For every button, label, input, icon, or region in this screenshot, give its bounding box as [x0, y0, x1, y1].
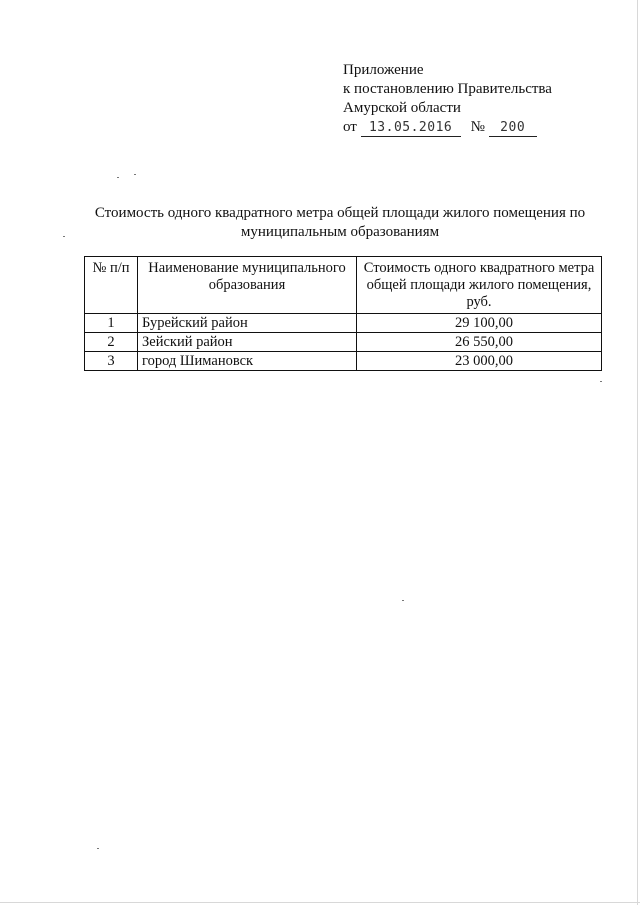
title-line-1: Стоимость одного квадратного метра общей площади жилого помещения по: [94, 205, 586, 221]
row-num: 2: [85, 333, 138, 352]
date-prefix: от: [343, 119, 357, 135]
annex-date-line: [343, 118, 552, 137]
row-num: 1: [85, 314, 138, 333]
row-cost: 29 100,00: [357, 314, 602, 333]
scan-speck: [97, 848, 99, 849]
number-sign: №: [470, 119, 485, 135]
annex-line-1: Приложение: [343, 62, 424, 78]
row-name: Бурейский район: [138, 314, 357, 333]
header-cost: Стоимость одного квадратного метра общей площади жилого помещения, руб.: [357, 257, 602, 314]
scan-speck: [600, 381, 602, 382]
row-name: город Шимановск: [138, 352, 357, 371]
number-field: 200: [489, 119, 537, 137]
table-row: [85, 333, 602, 352]
date-field: 13.05.2016: [361, 119, 461, 137]
page-edge-bottom: [0, 902, 640, 903]
table-row: [85, 314, 602, 333]
document-title: [60, 204, 620, 242]
row-cost: 26 550,00: [357, 333, 602, 352]
page-edge-right: [637, 0, 638, 905]
title-line-2: муниципальным образованиям: [240, 224, 440, 240]
header-num: № п/п: [85, 257, 138, 314]
scan-speck: [402, 600, 404, 601]
scan-speck: [134, 174, 136, 175]
scan-speck: [117, 177, 119, 178]
annex-header: [343, 61, 552, 137]
annex-line-2: к постановлению Правительства: [343, 81, 552, 97]
cost-table: [84, 256, 602, 371]
row-num: 3: [85, 352, 138, 371]
row-cost: 23 000,00: [357, 352, 602, 371]
header-name: Наименование муниципального образования: [138, 257, 357, 314]
row-name: Зейский район: [138, 333, 357, 352]
table-header-row: [85, 257, 602, 314]
table-row: [85, 352, 602, 371]
annex-line-3: Амурской области: [343, 100, 461, 116]
